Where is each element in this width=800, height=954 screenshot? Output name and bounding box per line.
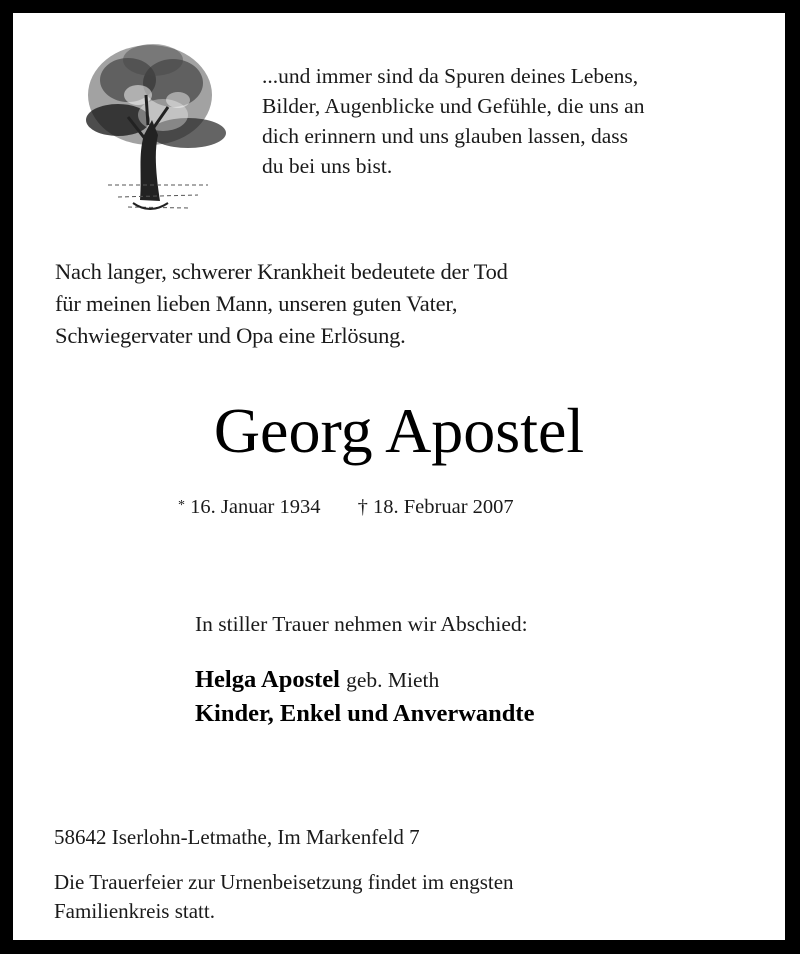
death-date: 18. Februar 2007 <box>373 496 514 518</box>
quote-line: du bei uns bist. <box>262 154 393 178</box>
notice-line: Die Trauerfeier zur Urnenbeisetzung findet im engsten <box>54 870 514 894</box>
widow-line <box>195 663 534 697</box>
address: 58642 Iserlohn-Letmathe, Im Markenfeld 7 <box>54 825 420 849</box>
quote-line: Bilder, Augenblicke und Gefühle, die uns an <box>262 94 645 118</box>
mourners-list <box>195 663 534 731</box>
deceased-name: Georg Apostel <box>213 395 585 466</box>
funeral-notice <box>54 868 514 926</box>
memorial-quote <box>262 61 644 181</box>
widow-maiden-name: geb. Mieth <box>346 668 440 692</box>
intro-line: für meinen lieben Mann, unseren guten Vater, <box>55 291 458 316</box>
life-dates <box>178 493 514 520</box>
birth-date: 16. Januar 1934 <box>190 496 321 518</box>
quote-line: ...und immer sind da Spuren deines Lebens, <box>262 64 639 88</box>
farewell-text: In stiller Trauer nehmen wir Abschied: <box>195 612 528 636</box>
intro-text <box>55 256 508 352</box>
intro-line: Nach langer, schwerer Krankheit bedeutete der Tod <box>55 259 508 284</box>
tree-icon <box>68 25 233 225</box>
family-line <box>195 697 534 731</box>
obituary-notice <box>13 13 785 940</box>
death-cross-icon: † <box>357 496 368 518</box>
quote-line: dich erinnern und uns glauben lassen, dass <box>262 124 629 148</box>
widow-name: Helga Apostel <box>195 666 340 693</box>
family-members: Kinder, Enkel und Anverwandte <box>195 700 535 727</box>
notice-line: Familienkreis statt. <box>54 899 215 923</box>
birth-star-icon: * <box>178 498 185 513</box>
intro-line: Schwiegervater und Opa eine Erlösung. <box>55 323 406 348</box>
